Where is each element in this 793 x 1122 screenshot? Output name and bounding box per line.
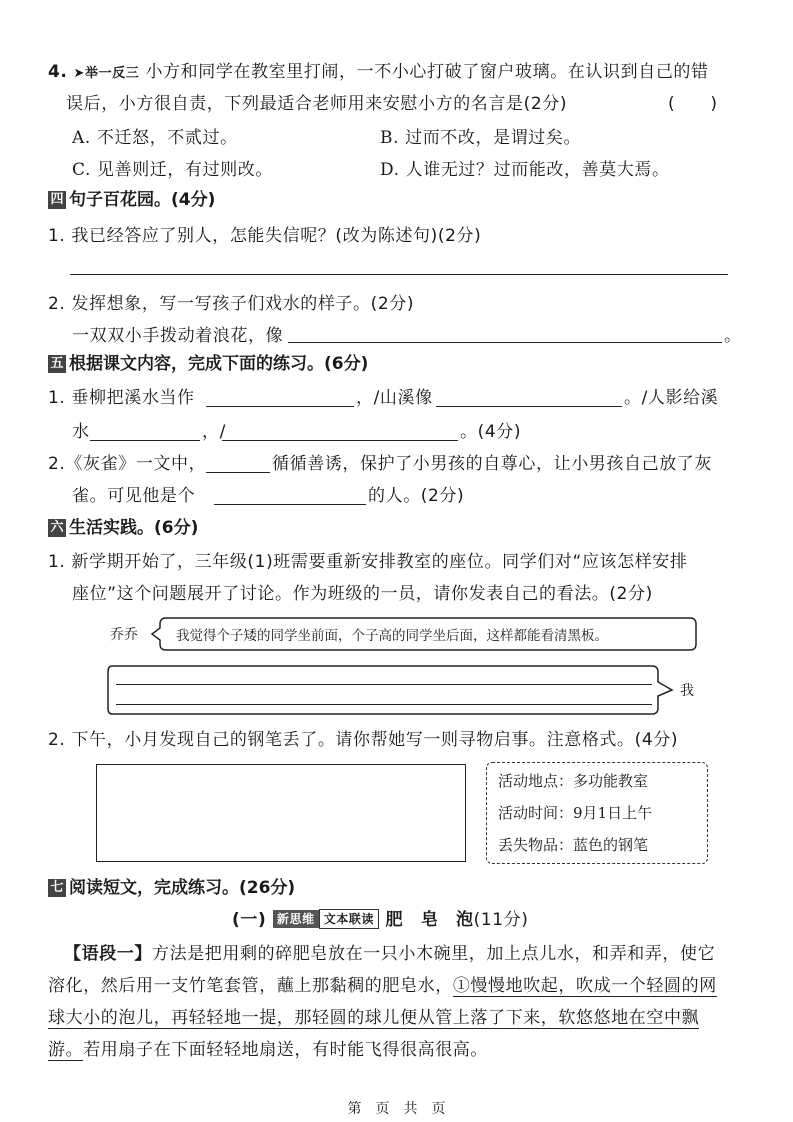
q4-option-d[interactable]: D. 人谁无过？过而能改，善莫大焉。: [380, 160, 670, 180]
q4-line1: [48, 60, 709, 86]
sec4-q2: 2. 发挥想象，写一写孩子们戏水的样子。(2分): [48, 294, 415, 314]
info-time: 活动时间：9月1日上午: [498, 804, 653, 822]
section-6-badge: 六: [48, 519, 66, 537]
passage-line-4: [48, 1038, 488, 1062]
tag-text-linked-reading: 文本联读: [319, 909, 379, 929]
info-location: 活动地点：多功能教室: [498, 772, 649, 790]
sec5-q2-blank-2[interactable]: [214, 504, 366, 505]
sec5-q1-blank-2[interactable]: [436, 406, 622, 407]
section-6-heading: [48, 516, 198, 540]
sec5-q1-blank-4[interactable]: [222, 440, 458, 441]
q4-answer-paren[interactable]: ( ): [668, 94, 718, 114]
sec5-q1-e: ，/: [202, 422, 226, 442]
passage-text-2a: 溶化，然后用一支竹笔套管，蘸上那黏稠的肥皂水，: [48, 976, 453, 996]
q4-number: 4.: [48, 62, 68, 82]
sec5-q1-a: 1. 垂柳把溪水当作: [48, 388, 195, 408]
q4-option-c[interactable]: C. 见善则迁，有过则改。: [72, 160, 274, 180]
sec4-q1: 1. 我已经答应了别人，怎能失信呢？(改为陈述句)(2分): [48, 226, 482, 246]
sec4-q2-prompt: 一双双小手拨动着浪花，像: [72, 326, 284, 346]
q4-marker: ➤举一反三: [73, 66, 140, 81]
sec6-q1-line2: 座位”这个问题展开了讨论。作为班级的一员，请你发表自己的看法。(2分): [72, 584, 653, 604]
sec4-q1-answer-line[interactable]: [70, 274, 728, 275]
sec6-q1-line1: 1. 新学期开始了，三年级(1)班需要重新安排教室的座位。同学们对“应该怎样安排: [48, 552, 688, 572]
sec6-q2: 2. 下午，小月发现自己的钢笔丢了。请你帮她写一则寻物启事。注意格式。(4分): [48, 730, 679, 750]
sec5-q2-c: 雀。可见他是个: [72, 486, 196, 506]
sec5-q2-a: 2.《灰雀》一文中，: [48, 454, 207, 474]
section-7-title: 阅读短文，完成练习。(26分): [69, 878, 296, 898]
passage-text-4a-underlined: 游。: [48, 1040, 84, 1060]
sec5-q1-f: 。(4分): [460, 422, 522, 442]
sec4-q2-prompt-row: [72, 324, 283, 348]
info-lost-item: 丢失物品：蓝色的钢笔: [498, 836, 649, 854]
section-6-title: 生活实践。(6分): [69, 518, 199, 538]
q4-text-1: 小方和同学在教室里打闹，一不小心打破了窗户玻璃。在认识到自己的错: [145, 62, 709, 82]
passage-line-2: [48, 974, 717, 998]
subsection-score: (11分): [473, 910, 529, 930]
section-5-heading: [48, 352, 368, 376]
sec5-q2-d: 的人。(2分): [368, 486, 465, 506]
speech-2-answer-line-1[interactable]: [116, 684, 652, 685]
subsection-prefix: (一): [232, 910, 267, 930]
speech-1-text: 我觉得个子矮的同学坐前面，个子高的同学坐后面，这样都能看清黑板。: [176, 628, 608, 644]
section-4-title: 句子百花园。(4分): [69, 190, 216, 210]
passage-line-3: [48, 1006, 699, 1030]
passage-label: 【语段一】: [64, 944, 152, 964]
sec5-q1-d: 水: [72, 422, 90, 442]
passage-text-1: 方法是把用剩的碎肥皂放在一只小木碗里，加上点儿水，和弄和弄，使它: [152, 944, 716, 964]
q4-option-a[interactable]: A. 不迁怒，不贰过。: [72, 128, 238, 148]
q4-option-b[interactable]: B. 过而不改，是谓过矣。: [380, 128, 582, 148]
passage-text-4b: 若用扇子在下面轻轻地扇送，有时能飞得很高很高。: [83, 1040, 489, 1060]
speech-bubble-2[interactable]: [106, 664, 676, 716]
sec5-q2-blank-1[interactable]: [206, 472, 270, 473]
section-5-title: 根据课文内容，完成下面的练习。(6分): [69, 354, 369, 374]
sec5-q1-blank-1[interactable]: [206, 406, 354, 407]
sec5-q2-b: 循循善诱，保护了小男孩的自尊心，让小男孩自己放了灰: [272, 454, 712, 474]
section-4-heading: [48, 188, 215, 212]
q4-text-2: 误后，小方很自责，下列最适合老师用来安慰小方的名言是(2分): [66, 94, 568, 114]
speaker-me: 我: [680, 683, 694, 699]
section-5-badge: 五: [48, 355, 66, 373]
section-7-heading: [48, 876, 295, 900]
sec5-q1-blank-3[interactable]: [90, 440, 200, 441]
passage-text-3-underlined: 球大小的泡儿，再轻轻地一提，那轻圆的球儿便从管上落了下来，软悠悠地在空中飘: [48, 1008, 700, 1028]
sec5-q1-c: 。/人影给溪: [624, 388, 719, 408]
subsection-heading: [232, 908, 529, 932]
section-7-badge: 七: [48, 879, 66, 897]
passage-text-2b-underlined: ①慢慢地吹起，吹成一个轻圆的网: [452, 976, 717, 996]
subsection-title: 肥 皂 泡: [385, 910, 474, 930]
sec4-q2-end: 。: [724, 326, 742, 346]
passage-line-1: [64, 942, 715, 966]
section-4-badge: 四: [48, 191, 66, 209]
speech-2-answer-line-2[interactable]: [116, 704, 652, 705]
speaker-qiaoqiao: 乔乔: [110, 627, 138, 643]
lost-notice-writing-box[interactable]: [96, 764, 466, 862]
tag-new-thinking: 新思维: [273, 910, 319, 928]
q4-line2: [66, 92, 567, 116]
page-footer: 第 页 共 页: [347, 1101, 446, 1117]
sec5-q1-b: ，/山溪像: [356, 388, 433, 408]
sec4-q2-answer-line[interactable]: [288, 342, 722, 343]
